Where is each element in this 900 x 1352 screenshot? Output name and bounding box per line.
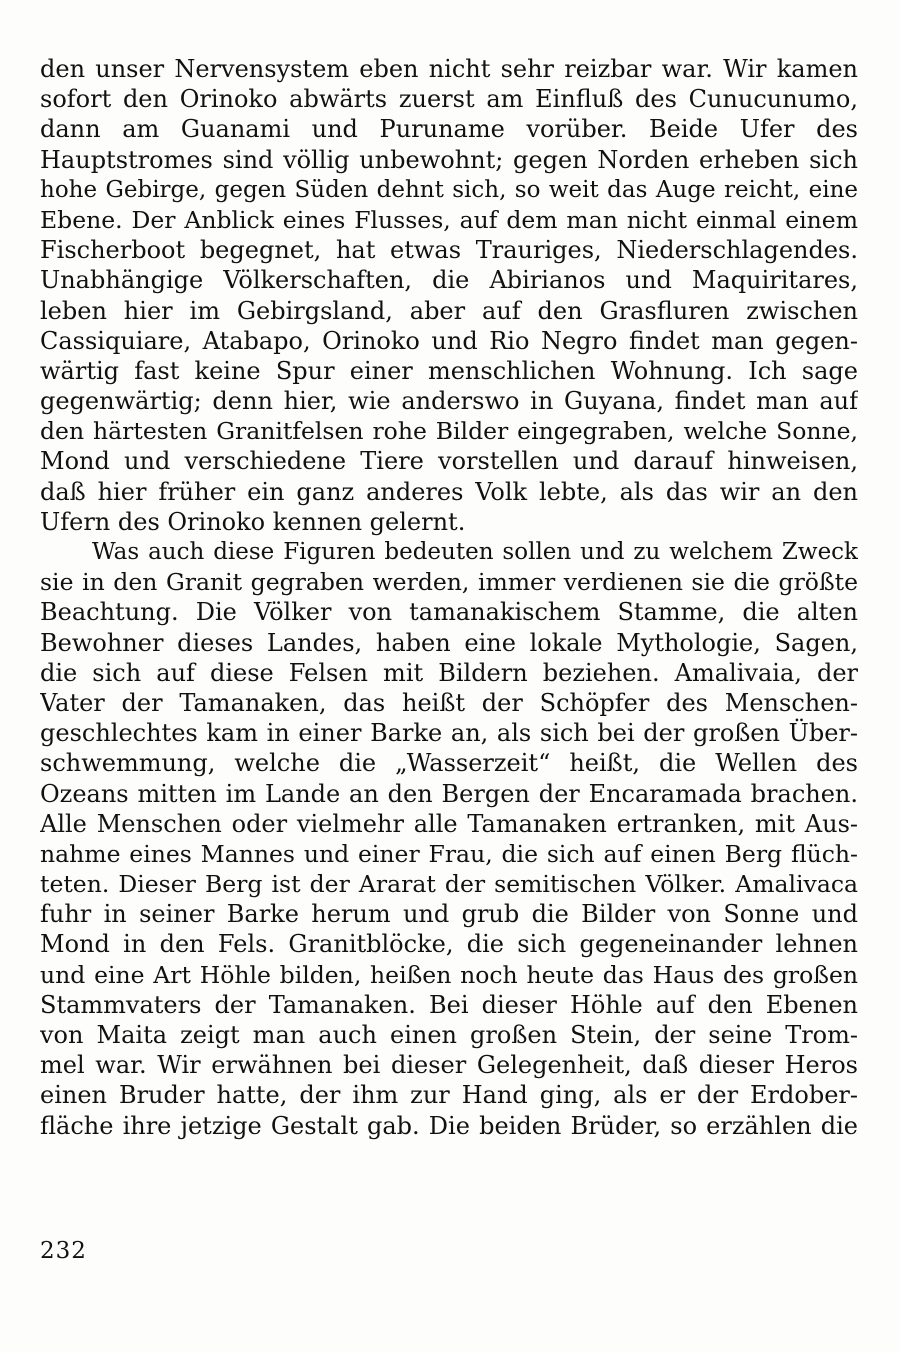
text-line: fuhr in seiner Barke herum und grub die Bilder von Sonne und	[40, 900, 858, 929]
paragraph-2	[40, 537, 858, 1141]
text-line: wärtig fast keine Spur einer menschlichen Wohnung. Ich sage	[40, 356, 858, 385]
text-line: den unser Nervensystem eben nicht sehr reizbar war. Wir kamen	[40, 55, 858, 83]
page-number: 232	[40, 1238, 87, 1264]
text-line: Vater der Tamanaken, das heißt der Schöpfer des Menschen-	[40, 688, 858, 717]
text-line: Ebene. Der Anblick eines Flusses, auf dem man nicht einmal einem	[40, 205, 858, 234]
text-line: Fischerboot begegnet, hat etwas Trauriges, Niederschlagendes.	[40, 236, 858, 265]
text-line: Unabhängige Völkerschaften, die Abirianos und Maquiritares,	[40, 266, 858, 295]
text-line: fläche ihre jetzige Gestalt gab. Die beiden Brüder, so erzählen die	[40, 1111, 858, 1140]
text-line: daß hier früher ein ganz anderes Volk lebte, als das wir an den	[40, 477, 858, 506]
paragraph-1	[40, 54, 858, 537]
text-line: Was auch diese Figuren bedeuten sollen und zu welchem Zweck	[92, 539, 858, 565]
text-line: Bewohner dieses Landes, haben eine lokale Mythologie, Sagen,	[40, 628, 858, 657]
text-line: geschlechtes kam in einer Barke an, als sich bei der großen Über-	[40, 719, 858, 748]
text-line: von Maita zeigt man auch einen großen Stein, der seine Trom-	[40, 1021, 858, 1049]
text-line: Mond in den Fels. Granitblöcke, die sich gegeneinander lehnen	[40, 930, 858, 959]
text-line: sofort den Orinoko abwärts zuerst am Einfluß des Cunucunumo,	[40, 85, 858, 114]
text-line: mel war. Wir erwähnen bei dieser Gelegenheit, daß dieser Heros	[40, 1051, 858, 1080]
text-line: gegenwärtig; denn hier, wie anderswo in Guyana, findet man auf	[40, 387, 858, 416]
text-line: leben hier im Gebirgsland, aber auf den Grasfluren zwischen	[40, 296, 858, 325]
text-line: Beachtung. Die Völker von tamanakischem Stamme, die alten	[40, 598, 858, 627]
text-line: Stammvaters der Tamanaken. Bei dieser Höhle auf den Ebenen	[40, 990, 858, 1019]
text-line: Alle Menschen oder vielmehr alle Tamanaken ertranken, mit Aus-	[40, 809, 858, 838]
text-line: einen Bruder hatte, der ihm zur Hand ging, als er der Erdober-	[40, 1081, 858, 1110]
text-line: die sich auf diese Felsen mit Bildern beziehen. Amalivaia, der	[40, 658, 858, 687]
text-line: hohe Gebirge, gegen Süden dehnt sich, so weit das Auge reicht, eine	[40, 176, 858, 203]
text-line: und eine Art Höhle bilden, heißen noch heute das Haus des großen	[40, 960, 858, 989]
text-line: teten. Dieser Berg ist der Ararat der semitischen Völker. Amalivaca	[40, 870, 858, 899]
text-line: Cassiquiare, Atabapo, Orinoko und Rio Negro findet man gegen-	[40, 326, 858, 355]
text-line: Ufern des Orinoko kennen gelernt.	[40, 507, 466, 536]
text-line: den härtesten Granitfelsen rohe Bilder eingegraben, welche Sonne,	[40, 417, 858, 446]
text-line: schwemmung, welche die „Wasserzeit“ heißt, die Wellen des	[40, 749, 858, 778]
text-line: dann am Guanami und Puruname vorüber. Beide Ufer des	[40, 115, 858, 144]
text-line: sie in den Granit gegraben werden, immer verdienen sie die größte	[40, 568, 858, 597]
text-line: Mond und verschiedene Tiere vorstellen und darauf hinweisen,	[40, 447, 858, 476]
body-text	[40, 54, 858, 1141]
text-line: nahme eines Mannes und einer Frau, die sich auf einen Berg flüch-	[40, 839, 858, 868]
text-line: Hauptstromes sind völlig unbewohnt; gegen Norden erheben sich	[40, 145, 858, 174]
text-line: Ozeans mitten im Lande an den Bergen der Encaramada brachen.	[40, 779, 858, 808]
